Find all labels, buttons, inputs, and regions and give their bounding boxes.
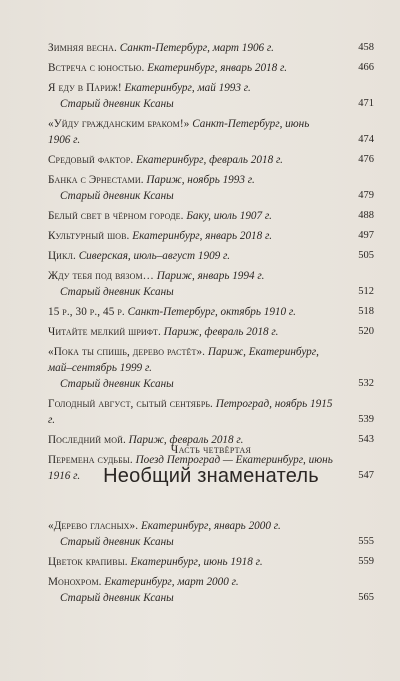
toc-entry-title: «Дерево гласных». bbox=[48, 520, 139, 532]
toc-entry-subtitle: Старый дневник Ксаны bbox=[60, 190, 174, 202]
toc-entry-title: Зимняя весна. bbox=[48, 42, 117, 54]
part-title: Необщий знаменатель bbox=[103, 465, 319, 487]
toc-entry-title: Белый свет в чёрном городе. bbox=[48, 210, 184, 222]
toc-entry-place: Екатеринбург, январь 2018 г. bbox=[132, 230, 273, 242]
toc-page-number: 476 bbox=[358, 154, 374, 165]
toc-entry-text bbox=[48, 152, 374, 168]
toc-entry-title: Монохром. bbox=[48, 576, 102, 588]
toc-page-number: 479 bbox=[358, 190, 374, 201]
toc-page-number: 518 bbox=[358, 306, 374, 317]
toc-entry-title: Средовый фактор. bbox=[48, 154, 134, 166]
toc-entry bbox=[48, 344, 374, 392]
toc-entry-title: Цикл. bbox=[48, 250, 76, 262]
toc-entry-text bbox=[48, 554, 374, 570]
toc-entry-text bbox=[48, 248, 374, 264]
toc-entry-place: Париж, февраль 2018 г. bbox=[163, 326, 279, 338]
toc-entry-subtitle: Старый дневник Ксаны bbox=[60, 286, 174, 298]
toc-entry-title: Цветок крапивы. bbox=[48, 556, 128, 568]
toc-entry-text bbox=[48, 574, 374, 606]
toc-entry-title: 15 р., 30 р., 45 р. bbox=[48, 306, 125, 318]
toc-entry-text bbox=[48, 80, 374, 112]
toc-page-number: 512 bbox=[358, 286, 374, 297]
toc-page-number: 532 bbox=[358, 378, 374, 389]
part-label: Часть четвёртая bbox=[170, 444, 252, 456]
toc-entry-text bbox=[48, 116, 374, 148]
toc-page-number: 565 bbox=[358, 592, 374, 603]
toc-entry-place: Поезд Петроград — Екатеринбург, июнь 1916 г. bbox=[48, 454, 333, 482]
toc-entry-title: Голодный август, сытый сентябрь. bbox=[48, 398, 213, 410]
toc-entry-text bbox=[48, 518, 374, 550]
toc-entry-title: Банка с Эрнестами. bbox=[48, 174, 144, 186]
toc-page-number: 555 bbox=[358, 536, 374, 547]
toc-entry bbox=[48, 268, 374, 300]
toc-page-number: 539 bbox=[358, 414, 374, 425]
toc-page-number: 547 bbox=[358, 470, 374, 481]
toc-entry-text bbox=[48, 40, 374, 56]
toc-page-number: 471 bbox=[358, 98, 374, 109]
toc-entry-place: Санкт-Петербург, июнь 1906 г. bbox=[48, 118, 310, 146]
toc-entry-place: Париж, Екатеринбург, май–сентябрь 1999 г. bbox=[48, 346, 319, 374]
table-of-contents-top bbox=[48, 40, 374, 488]
toc-page-number: 488 bbox=[358, 210, 374, 221]
toc-entry-place: Екатеринбург, февраль 2018 г. bbox=[136, 154, 283, 166]
toc-entry-place: Санкт-Петербург, октябрь 1910 г. bbox=[127, 306, 296, 318]
toc-page-number: 474 bbox=[358, 134, 374, 145]
toc-entry-subtitle: Старый дневник Ксаны bbox=[60, 536, 174, 548]
toc-entry-text bbox=[48, 268, 374, 300]
toc-entry-place: Баку, июль 1907 г. bbox=[186, 210, 272, 222]
toc-entry bbox=[48, 60, 374, 76]
toc-page-number: 497 bbox=[358, 230, 374, 241]
part-heading bbox=[48, 444, 374, 488]
toc-entry bbox=[48, 518, 374, 550]
toc-entry-place: Париж, февраль 2018 г. bbox=[128, 434, 244, 446]
toc-entry-title: Я еду в Париж! bbox=[48, 82, 122, 94]
toc-entry-subtitle: Старый дневник Ксаны bbox=[60, 98, 174, 110]
toc-entry-subtitle: Старый дневник Ксаны bbox=[60, 592, 174, 604]
toc-page-number: 543 bbox=[358, 434, 374, 445]
toc-entry bbox=[48, 248, 374, 264]
toc-entry-title: «Пока ты спишь, дерево растёт». bbox=[48, 346, 206, 358]
toc-entry-title: Культурный шов. bbox=[48, 230, 130, 242]
toc-entry bbox=[48, 574, 374, 606]
toc-entry bbox=[48, 80, 374, 112]
table-of-contents-bottom bbox=[48, 518, 374, 610]
toc-entry-text bbox=[48, 304, 374, 320]
toc-entry-place: Санкт-Петербург, март 1906 г. bbox=[119, 42, 274, 54]
toc-page-number: 458 bbox=[358, 42, 374, 53]
toc-entry-subtitle: Старый дневник Ксаны bbox=[60, 378, 174, 390]
toc-entry-text bbox=[48, 228, 374, 244]
toc-entry bbox=[48, 396, 374, 428]
toc-entry-text bbox=[48, 172, 374, 204]
toc-page-number: 466 bbox=[358, 62, 374, 73]
toc-entry bbox=[48, 152, 374, 168]
toc-entry-place: Петроград, ноябрь 1915 г. bbox=[48, 398, 333, 426]
toc-entry-place: Париж, январь 1994 г. bbox=[156, 270, 265, 282]
toc-entry bbox=[48, 324, 374, 340]
toc-entry-text bbox=[48, 324, 374, 340]
toc-entry-place: Екатеринбург, март 2000 г. bbox=[104, 576, 239, 588]
toc-entry-text bbox=[48, 344, 374, 392]
toc-entry-place: Сиверская, июль–август 1909 г. bbox=[78, 250, 231, 262]
toc-entry bbox=[48, 554, 374, 570]
toc-entry-place: Екатеринбург, январь 2018 г. bbox=[147, 62, 288, 74]
toc-entry-title: Читайте мелкий шрифт. bbox=[48, 326, 161, 338]
toc-entry-text bbox=[48, 208, 374, 224]
toc-page-number: 559 bbox=[358, 556, 374, 567]
toc-entry bbox=[48, 228, 374, 244]
toc-entry-place: Екатеринбург, январь 2000 г. bbox=[140, 520, 281, 532]
toc-entry bbox=[48, 208, 374, 224]
toc-entry-title: Жду тебя под вязом… bbox=[48, 270, 154, 282]
toc-page-number: 505 bbox=[358, 250, 374, 261]
toc-entry-title: Перемена судьбы. bbox=[48, 454, 133, 466]
toc-entry bbox=[48, 304, 374, 320]
toc-entry-place: Париж, ноябрь 1993 г. bbox=[146, 174, 255, 186]
toc-entry-place: Екатеринбург, май 1993 г. bbox=[124, 82, 251, 94]
toc-entry-text bbox=[48, 396, 374, 428]
toc-entry-title: Последний мой. bbox=[48, 434, 126, 446]
toc-entry-title: Встреча с юностью. bbox=[48, 62, 145, 74]
toc-page-number: 520 bbox=[358, 326, 374, 337]
toc-entry bbox=[48, 40, 374, 56]
toc-entry-place: Екатеринбург, июнь 1918 г. bbox=[130, 556, 263, 568]
toc-entry-text bbox=[48, 60, 374, 76]
toc-entry-title: «Уйду гражданским браком!» bbox=[48, 118, 190, 130]
toc-entry bbox=[48, 172, 374, 204]
toc-entry bbox=[48, 116, 374, 148]
